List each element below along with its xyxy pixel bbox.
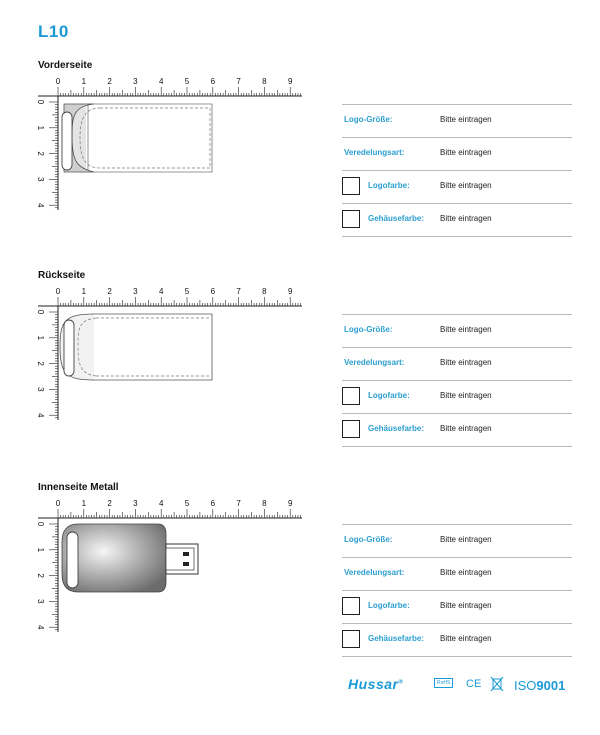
form-row-finishing: [342, 137, 572, 170]
ruler-top-label: 5: [184, 287, 190, 296]
finishing-label: Veredelungsart:: [344, 148, 405, 157]
section-title: Innenseite Metall: [38, 482, 119, 493]
page-title: L10: [38, 22, 69, 41]
ruler-side-label: 2: [36, 151, 45, 156]
form-row-logo-size: [342, 524, 572, 557]
ruler-side-label: 3: [36, 177, 45, 182]
logo-size-label: Logo-Größe:: [344, 535, 393, 544]
housing-color-label: Gehäusefarbe:: [368, 214, 425, 223]
section-title: Vorderseite: [38, 60, 93, 71]
form-row-logo-color: [342, 380, 572, 413]
certification-footer: [348, 672, 578, 696]
ruler-top-label: 7: [236, 77, 241, 86]
ruler-top-label: 4: [158, 287, 164, 296]
usb-metal-body: [62, 524, 198, 592]
form-row-housing-color: [342, 623, 572, 657]
spec-form: [342, 104, 572, 237]
logo-color-swatch[interactable]: [342, 177, 360, 195]
iso-mark: ISO9001: [514, 678, 566, 693]
ruler-top-label: 0: [55, 77, 61, 86]
ruler-top-label: 2: [107, 287, 112, 296]
ruler-top-label: 8: [262, 77, 267, 86]
logo-color-label: Logofarbe:: [368, 601, 410, 610]
logo-color-field[interactable]: Bitte eintragen: [440, 391, 492, 400]
housing-color-swatch[interactable]: [342, 210, 360, 228]
finishing-field[interactable]: Bitte eintragen: [440, 358, 492, 367]
ruler-top-label: 3: [133, 77, 138, 86]
logo-size-label: Logo-Größe:: [344, 325, 393, 334]
ruler-top-label: 2: [107, 77, 112, 86]
logo-color-field[interactable]: Bitte eintragen: [440, 601, 492, 610]
ruler-drawing-back: [0, 270, 330, 430]
logo-color-swatch[interactable]: [342, 387, 360, 405]
logo-color-label: Logofarbe:: [368, 181, 410, 190]
spec-form: [342, 524, 572, 657]
housing-color-field[interactable]: Bitte eintragen: [440, 424, 492, 433]
ruler-side-label: 4: [36, 412, 45, 418]
ruler-top-label: 6: [210, 77, 216, 86]
brand-logo: Hussar®: [348, 676, 404, 692]
housing-color-field[interactable]: Bitte eintragen: [440, 634, 492, 643]
ruler-side-label: 2: [36, 361, 45, 366]
spec-form: [342, 314, 572, 447]
section-innenseite-metall: [0, 482, 600, 692]
form-row-logo-size: [342, 314, 572, 347]
usb-back-outline: [60, 314, 212, 380]
ruler-top-label: 8: [262, 287, 267, 296]
ruler-top-label: 5: [184, 77, 190, 86]
ruler-side-label: 2: [36, 573, 45, 578]
ruler-top-label: 1: [81, 287, 87, 296]
finishing-label: Veredelungsart:: [344, 568, 405, 577]
housing-color-label: Gehäusefarbe:: [368, 424, 425, 433]
form-row-finishing: [342, 557, 572, 590]
ruler-top-label: 0: [55, 499, 61, 508]
logo-color-label: Logofarbe:: [368, 391, 410, 400]
ruler-top-label: 9: [287, 287, 293, 296]
finishing-field[interactable]: Bitte eintragen: [440, 148, 492, 157]
section-vorderseite: [0, 60, 600, 270]
logo-color-swatch[interactable]: [342, 597, 360, 615]
section-rueckseite: [0, 270, 600, 480]
logo-size-label: Logo-Größe:: [344, 115, 393, 124]
finishing-field[interactable]: Bitte eintragen: [440, 568, 492, 577]
ruler-top-label: 4: [158, 77, 164, 86]
ruler-side-label: 1: [36, 125, 45, 131]
housing-color-swatch[interactable]: [342, 630, 360, 648]
ruler-top-label: 5: [184, 499, 190, 508]
crossed-bin-icon: [490, 675, 504, 693]
ruler-drawing-metal: [0, 482, 330, 642]
usb-front-outline: [62, 104, 212, 172]
ruler-top-label: 9: [287, 499, 293, 508]
ruler-top-label: 1: [81, 77, 87, 86]
logo-size-field[interactable]: Bitte eintragen: [440, 535, 492, 544]
ruler-top-label: 3: [133, 499, 138, 508]
housing-color-swatch[interactable]: [342, 420, 360, 438]
ruler-top-label: 1: [81, 499, 87, 508]
form-row-housing-color: [342, 203, 572, 237]
ruler-top-label: 6: [210, 287, 216, 296]
form-row-finishing: [342, 347, 572, 380]
logo-size-field[interactable]: Bitte eintragen: [440, 115, 492, 124]
ruler-top-label: 6: [210, 499, 216, 508]
logo-color-field[interactable]: Bitte eintragen: [440, 181, 492, 190]
form-row-logo-size: [342, 104, 572, 137]
ruler-side-label: 4: [36, 202, 45, 208]
ruler-side-label: 4: [36, 624, 45, 630]
ce-mark: CE: [466, 678, 482, 690]
ruler-top-label: 3: [133, 287, 138, 296]
form-row-logo-color: [342, 170, 572, 203]
form-row-logo-color: [342, 590, 572, 623]
ruler-top-label: 0: [55, 287, 61, 296]
housing-color-label: Gehäusefarbe:: [368, 634, 425, 643]
ruler-top-label: 8: [262, 499, 267, 508]
ruler-side-label: 0: [36, 309, 45, 315]
ruler-side-label: 0: [36, 521, 45, 527]
ruler-top-label: 9: [287, 77, 293, 86]
ruler-top-label: 7: [236, 499, 241, 508]
ruler-side-label: 0: [36, 99, 45, 105]
section-title: Rückseite: [38, 270, 86, 281]
form-row-housing-color: [342, 413, 572, 447]
ruler-drawing-front: [0, 60, 330, 220]
logo-size-field[interactable]: Bitte eintragen: [440, 325, 492, 334]
ruler-side-label: 3: [36, 599, 45, 604]
ruler-top-label: 2: [107, 499, 112, 508]
ruler-side-label: 1: [36, 547, 45, 553]
ruler-side-label: 1: [36, 335, 45, 341]
ruler-side-label: 3: [36, 387, 45, 392]
rohs-badge: RoHS: [434, 678, 453, 688]
housing-color-field[interactable]: Bitte eintragen: [440, 214, 492, 223]
ruler-top-label: 7: [236, 287, 241, 296]
finishing-label: Veredelungsart:: [344, 358, 405, 367]
ruler-top-label: 4: [158, 499, 164, 508]
